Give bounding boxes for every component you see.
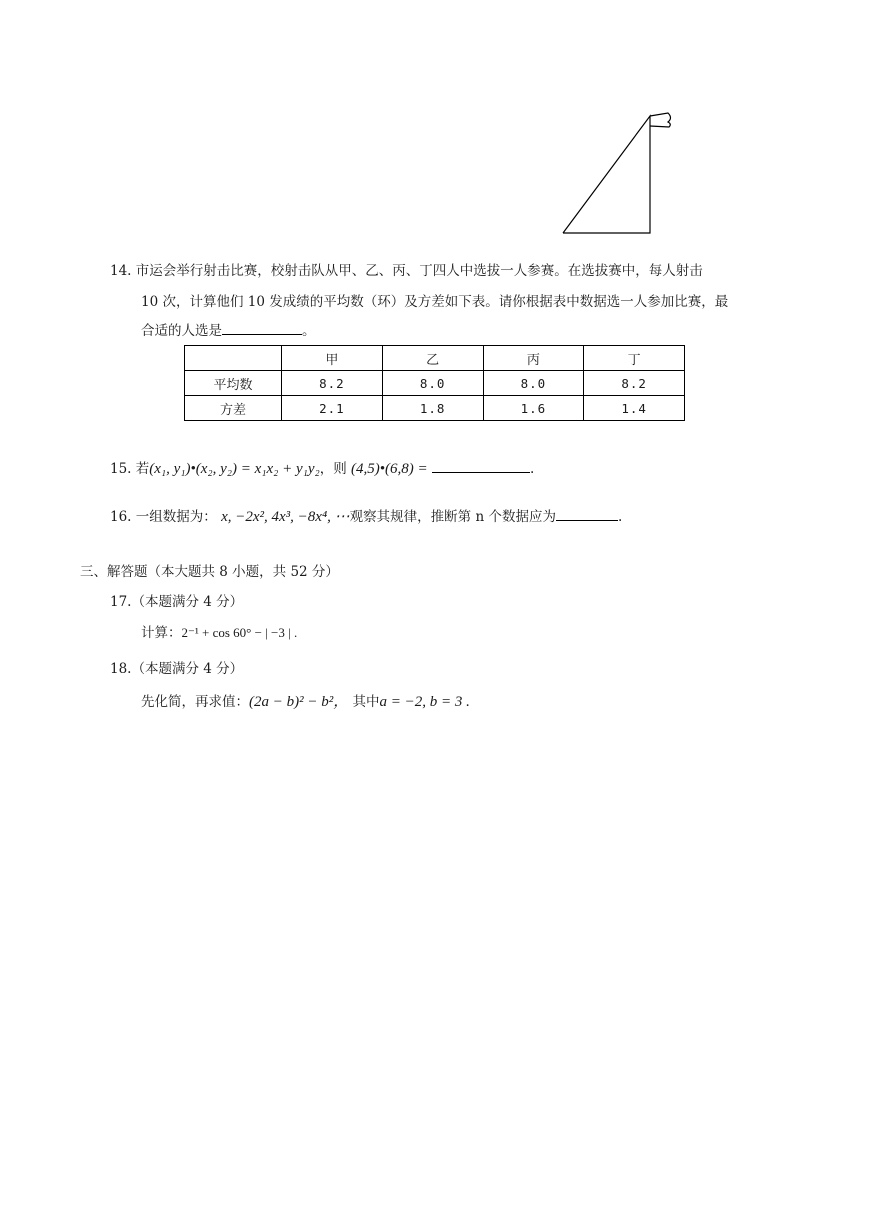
q17-body: 计算：2⁻¹ + cos 60° − | −3 | . xyxy=(141,625,298,641)
table-cell: 8.2 xyxy=(584,371,685,396)
q18-expression: (2a − b)² − b²， xyxy=(249,694,349,710)
q15-line: 15. 若(x₁, y₁)•(x₂, y₂) = x₁x₂ + y₁y₂，则 (4,5)•(6,8) = . xyxy=(110,458,534,479)
flag-pole-triangle-icon xyxy=(555,108,685,240)
q14-text-1: 市运会举行射击比赛，校射击队从甲、乙、丙、丁四人中选拔一人参赛。在选拔赛中，每人射击 xyxy=(135,263,703,279)
q15-answer-blank[interactable] xyxy=(432,458,530,473)
q14-answer-blank[interactable] xyxy=(222,320,302,335)
q18-header: 18.（本题满分 4 分） xyxy=(110,661,244,677)
q14-text-3: 合适的人选是 xyxy=(141,323,222,339)
q17-header: 17.（本题满分 4 分） xyxy=(110,594,244,610)
q16-number: 16. xyxy=(110,509,132,525)
table-header-cell xyxy=(185,346,282,371)
table-cell: 1.4 xyxy=(584,396,685,421)
table-row-label: 平均数 xyxy=(185,371,282,396)
q18-condition: a = −2, b = 3 . xyxy=(379,694,470,710)
table-cell: 8.2 xyxy=(282,371,383,396)
table-header-row xyxy=(185,346,685,371)
q14-line-3: 合适的人选是 。 xyxy=(141,320,316,341)
table-row-label: 方差 xyxy=(185,396,282,421)
q16-line: 16. 一组数据为： x, −2x², 4x³, −8x⁴, ⋯观察其规律，推断第 n 个数据应为 . xyxy=(110,506,622,527)
q14-line-2: 10 次，计算他们 10 发成绩的平均数（环）及方差如下表。请你根据表中数据选一人参加比赛，最 xyxy=(141,294,729,310)
table-cell: 2.1 xyxy=(282,396,383,421)
table-cell: 1.8 xyxy=(382,396,483,421)
q16-sequence: x, −2x², 4x³, −8x⁴, ⋯ xyxy=(221,509,350,525)
q18-body: 先化简，再求值：(2a − b)² − b²， 其中a = −2, b = 3 . xyxy=(141,694,470,710)
q15-expression: (4,5)•(6,8) = xyxy=(351,461,428,477)
q14-line-1 xyxy=(110,261,703,281)
table-cell: 8.0 xyxy=(382,371,483,396)
table-header-cell: 丁 xyxy=(584,346,685,371)
q15-number: 15. xyxy=(110,461,132,477)
table-header-cell: 乙 xyxy=(382,346,483,371)
table-row xyxy=(185,371,685,396)
q17-expression: 2⁻¹ + cos 60° − | −3 | . xyxy=(181,625,298,640)
q14-number: 14. xyxy=(110,263,132,279)
section-3-title: 三、解答题（本大题共 8 小题，共 52 分） xyxy=(80,564,339,580)
q16-answer-blank[interactable] xyxy=(556,506,618,521)
table-header-cell: 丙 xyxy=(483,346,584,371)
table-row xyxy=(185,396,685,421)
table-cell: 8.0 xyxy=(483,371,584,396)
q15-formula: (x₁, y₁)•(x₂, y₂) = x₁x₂ + y₁y₂ xyxy=(149,461,320,477)
table-header-cell: 甲 xyxy=(282,346,383,371)
score-table xyxy=(184,345,685,421)
table-cell: 1.6 xyxy=(483,396,584,421)
